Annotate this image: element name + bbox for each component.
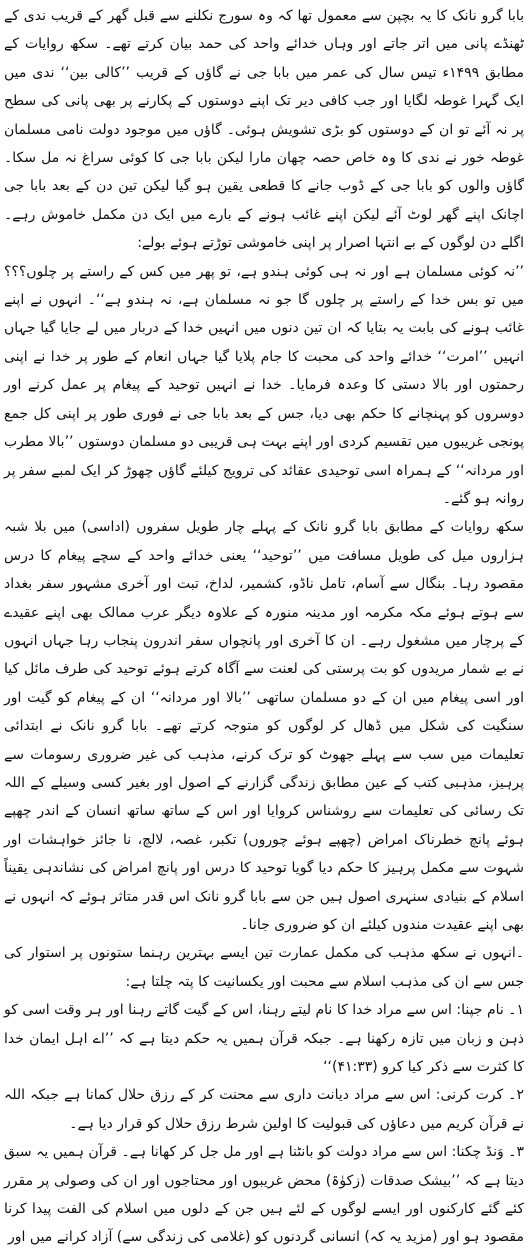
paragraph-pillar-naam-japna: ۱۔ نام جپنا: اس سے مراد خدا کا نام لیتے رہنا، اس کے گیت گاتے رہنا اور ہر وقت اسی کو ذہن و زبان میں تازہ رکھنا ہے۔ جبکہ قرآن ہمیں یہ حکم دیتا ہے کہ ’’اے اہل ایمان خدا کا کثرت سے ذکر کیا کرو (۴۱:۳۳)‘‘ bbox=[4, 1002, 524, 1076]
paragraph-pillars-intro: ۔انہوں نے سکھ مذہب کی مکمل عمارت تین ایسے بہترین رہنما ستونوں پر استوار کی جس سے ان کی مذہب اسلام سے محبت اور یکسانیت کا پتہ چلتا ہے: bbox=[4, 945, 524, 990]
paragraph-quote: ’’نہ کوئی مسلمان ہے اور نہ ہی کوئی ہندو ہے، تو پھر میں کس کے راستے پر چلوں؟؟؟ میں تو بس خدا کے راستے پر چلوں گا جو نہ مسلمان ہے، نہ ہندو ہے‘‘۔ انہوں نے اپنے غائب ہونے کی بابت یہ بتایا کہ ان تین دنوں میں انہیں خدا کے دربار میں لے جایا گیا جہاں انہیں ’’امرت‘‘ خدائے واحد کی محبت کا جام پلایا گیا جہاں انعام کے طور پر خدا نے اپنی رحمتوں اور بالا دستی کا وعدہ فرمایا۔ خدا نے انہیں توحید کے پیغام پر عمل کرنے اور دوسروں کو پہنچانے کا حکم بھی دیا، جس کے بعد بابا جی نے فوری طور پر اپنی کل جمع پونجی غریبوں میں تقسیم کردی اور اپنے بہت ہی قریبی دو مسلمان دوستوں ’’بالا مطرب اور مردانہ‘‘ کے ہمراہ اسی توحیدی عقائد کی ترویج کیلئے گاؤں چھوڑ کر ایک لمبے سفر پر روانہ ہو گئے۔ bbox=[4, 263, 524, 507]
paragraph-pillar-kirat-karni: ۲۔ کرت کرنی: اس سے مراد دیانت داری سے محنت کر کے رزق حلال کمانا ہے جبکہ اللہ نے قرآن کریم میں دعاؤں کی قبولیت کا اولین شرط رزق حلال کو قرار دیا ہے۔ bbox=[4, 1087, 524, 1132]
paragraph-intro: بابا گرو نانک کا یہ بچپن سے معمول تھا کہ وہ سورج نکلنے سے قبل گھر کے قریب ندی کے ٹھنڈے پانی میں اتر جاتے اور وہاں خدائے واحد کی حمد بیان کرتے تھے۔ سکھ روایات کے مطابق ۱۴۹۹ء تیس سال کی عمر میں بابا جی نے گاؤں کے قریب ’’کالی بین‘‘ ندی میں ایک گہرا غوطہ لگایا اور جب کافی دیر تک اپنے دوستوں کے پکارنے پر بھی پانی کی سطح پر نہ آئے تو ان کے دوستوں کو بڑی تشویش ہوئی۔ گاؤں میں موجود دولت نامی مسلمان غوطہ خور نے ندی کا وہ خاص حصہ چھان مارا لیکن بابا جی کا کوئی سراغ نہ مل سکا۔ گاؤں والوں کو بابا جی کے ڈوب جانے کا قطعی یقین ہو گیا لیکن تین دن کے بعد بابا جی اچانک اپنے گھر لوٹ آئے لیکن اپنے غائب ہونے کے بارے میں ایک دن مکمل خاموش رہے۔ اگلے دن لوگوں کے بے انتہا اصرار پر اپنی خاموشی توڑتے ہوئے بولے: bbox=[4, 8, 524, 252]
paragraph-pillar-vand-chakna: ۳۔ وَنڈ چکنا: اس سے مراد دولت کو بانٹنا ہے اور مل جل کر کھانا ہے۔ قرآن ہمیں یہ سبق دیتا ہے کہ ’’بیشک صدقات (زکوٰۃ) محض غریبوں اور محتاجوں اور ان کی وصولی پر مقرر کئے گئے کارکنوں اور ایسے لوگوں کے لئے ہیں جن کے دلوں میں اسلام کی الفت پیدا کرنا مقصود ہو اور (مزید یہ کہ) انسانی گردنوں کو (غلامی کی زندگی سے) آزاد کرانے میں اور bbox=[4, 1144, 524, 1246]
paragraph-travels: سکھ روایات کے مطابق بابا گرو نانک کے پہلے چار طویل سفروں (اداسی) میں بلا شبہ ہزاروں میل کی طویل مسافت میں ’’توحید‘‘ یعنی خدائے واحد کے سچے پیغام کا درس مقصود رہا۔ بنگال سے آسام، تامل ناڈو، کشمیر، لداخ، تبت اور آخری مشہور سفر بغداد سے ہوتے ہوئے مکہ مکرمہ اور مدینہ منورہ کے علاوہ دیگر عرب ممالک بھی اپنے عقیدے کے پرچار میں مشغول رہے۔ ان کا آخری اور پانچواں سفر اندرون پنجاب رہا جہاں انہوں نے بے شمار مریدوں کو بت پرستی کی لعنت سے آگاہ کرتے ہوئے توحید کی طرف مائل کیا اور اسی پیغام میں ان کے دو مسلمان ساتھی ’’بالا اور مردانہ‘‘ ان کے پیغام کو گیت اور سنگیت کی شکل میں ڈھال کر لوگوں کو متوجہ کرتے تھے۔ بابا گرو نانک نے ابتدائی تعلیمات میں سب سے پہلے جھوٹ کو ترک کرنے، مذہب کی غیر ضروری رسومات سے پرہیز، مذہبی کتب کے عین مطابق زندگی گزارنے کے اصول اور بغیر کسی وسیلے کے اللہ تک رسائی کی تعلیمات سے روشناس کروایا اور اس کے ساتھ ساتھ انسان کے اندر چھپے ہوئے پانچ خطرناک امراض (چھپے ہوئے چوروں) تکبر، غصہ، لالچ، نا جائز خواہشات اور شہوت سے مکمل پرہیز کا حکم دیا گویا توحید کا درس اور پانچ امراض کی نشاندہی یقیناً اسلام کے بنیادی سنہری اصول ہیں جن سے بابا گرو نانک اس قدر متاثر ہوئے کہ انہوں نے بھی اپنے عقیدت مندوں کیلئے ان کو ضروری جانا۔ bbox=[4, 519, 524, 933]
